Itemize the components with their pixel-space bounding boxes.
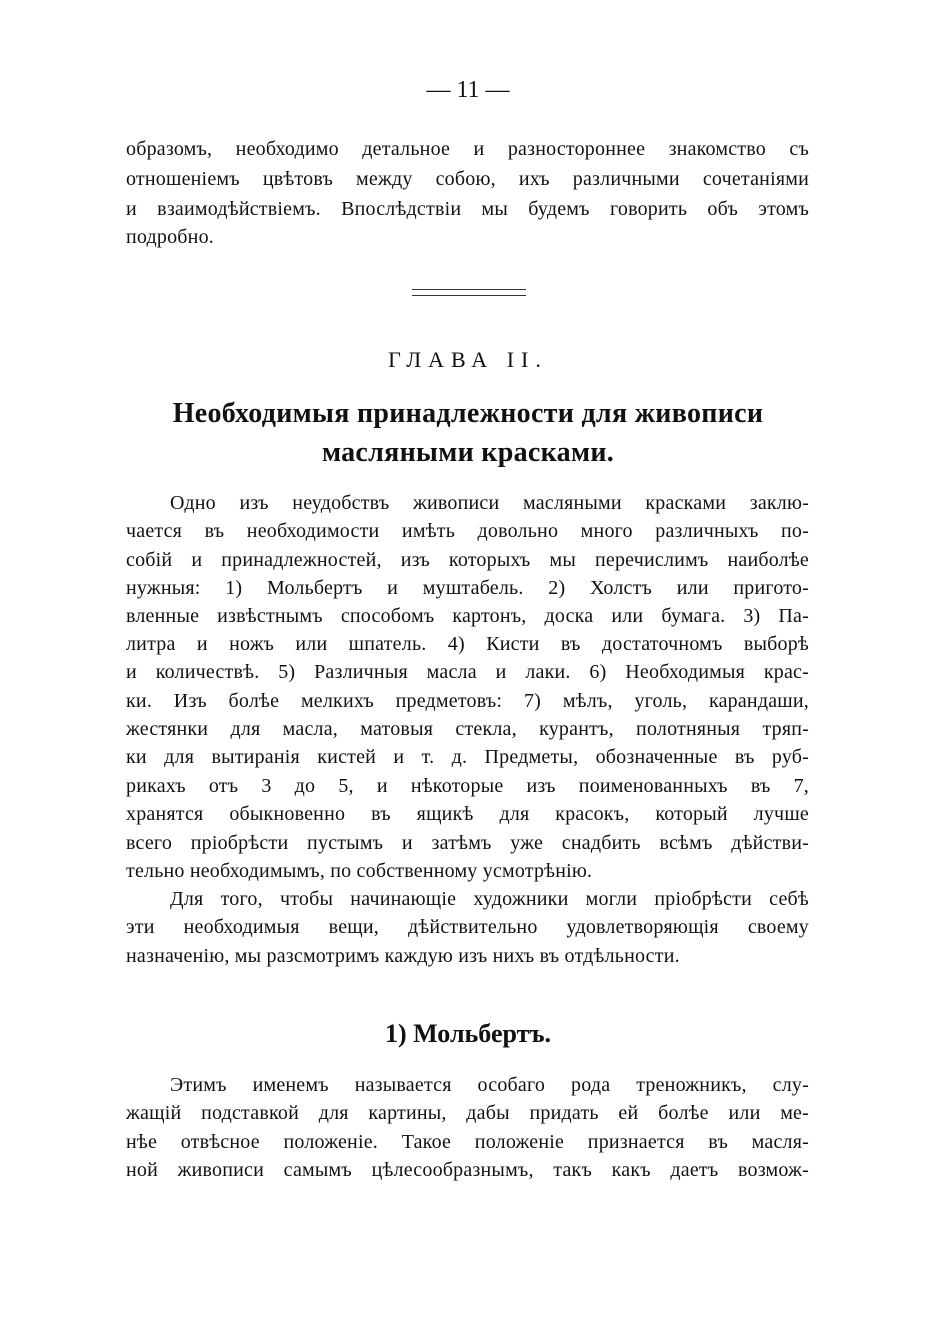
paragraph-line: рикахъ отъ 3 до 5, и нѣкоторые изъ поименованныхъ въ 7,: [126, 775, 809, 797]
paragraph-line: Одно изъ неудобствъ живописи масляными красками заклю-: [170, 492, 809, 514]
paragraph-line: ки. Изъ болѣе мелкихъ предметовъ: 7) мѣлъ, уголь, карандаши,: [126, 690, 809, 712]
section-heading: 1) Мольбертъ.: [384, 1019, 552, 1048]
section-separator: [412, 289, 526, 296]
intro-line: образомъ, необходимо детальное и разностороннее знакомство съ: [126, 138, 809, 160]
intro-line: и взаимодѣйствіемъ. Впослѣдствіи мы будемъ говорить объ этомъ: [126, 198, 809, 220]
paragraph-line: нужныя: 1) Мольбертъ и муштабель. 2) Холстъ или пригото-: [126, 577, 809, 599]
intro-line: отношеніемъ цвѣтовъ между собою, ихъ различными сочетаніями: [126, 168, 809, 190]
paragraph-line: нѣе отвѣсное положеніе. Такое положеніе признается въ масля-: [126, 1131, 809, 1153]
paragraph-line: и количествѣ. 5) Различныя масла и лаки. 6) Необходимыя крас-: [126, 661, 809, 683]
paragraph-line: хранятся обыкновенно въ ящикѣ для красокъ, который лучше: [126, 803, 809, 825]
paragraph-line: Этимъ именемъ называется особаго рода треножникъ, слу-: [170, 1074, 809, 1096]
intro-line: подробно.: [126, 226, 214, 248]
paragraph-line: собій и принадлежностей, изъ которыхъ мы перечислимъ наиболѣе: [126, 549, 809, 571]
paragraph-line: тельно необходимымъ, по собственному усмотрѣнію.: [126, 860, 593, 882]
paragraph-line: жестянки для масла, матовыя стекла, курантъ, полотняныя тряп-: [126, 718, 809, 740]
paragraph-line: литра и ножъ или шпатель. 4) Кисти въ достаточномъ выборѣ: [126, 633, 809, 655]
paragraph-line: эти необходимыя вещи, дѣйствительно удовлетворяющія своему: [126, 916, 809, 938]
paragraph-line: назначенію, мы разсмотримъ каждую изъ нихъ въ отдѣльности.: [126, 945, 680, 967]
page-number: — 11 —: [426, 77, 510, 103]
paragraph-line: чается въ необходимости имѣть довольно много различныхъ по-: [126, 520, 809, 542]
paragraph-line: Для того, чтобы начинающіе художники могли пріобрѣсти себѣ: [170, 888, 809, 910]
paragraph-line: жащій подставкой для картины, дабы придать ей болѣе или ме-: [126, 1102, 809, 1124]
chapter-label: ГЛАВА II.: [388, 347, 548, 372]
paragraph-line: ки для вытиранія кистей и т. д. Предметы, обозначенные въ руб-: [126, 746, 809, 768]
chapter-title-line: Необходимыя принадлежности для живописи: [172, 398, 764, 429]
paragraph-line: ной живописи самымъ цѣлесообразнымъ, такъ какъ даетъ возмож-: [126, 1159, 809, 1181]
paragraph-line: вленные извѣстнымъ способомъ картонъ, доска или бумага. 3) Па-: [126, 605, 809, 627]
chapter-title-line: масляными красками.: [321, 437, 615, 468]
paragraph-line: всего пріобрѣсти пустымъ и затѣмъ уже снадбить всѣмъ дѣйстви-: [126, 832, 809, 854]
